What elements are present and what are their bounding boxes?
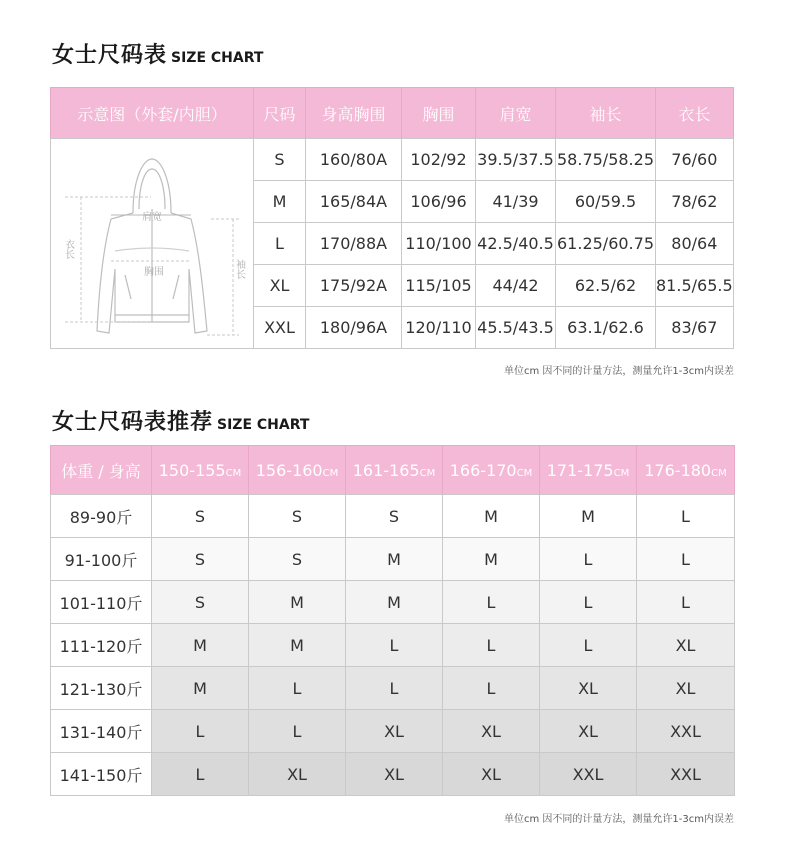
cell-sleeve: 58.75/58.25 — [556, 139, 656, 181]
cell-length: 78/62 — [656, 181, 734, 223]
cell-recommended-size: M — [346, 581, 443, 624]
cell-sleeve: 60/59.5 — [556, 181, 656, 223]
header-height-range: 161-165CM — [346, 446, 443, 495]
cell-weight: 141-150斤 — [51, 753, 152, 796]
cell-shoulder: 45.5/43.5 — [476, 307, 556, 349]
cell-size: M — [254, 181, 306, 223]
cell-recommended-size: L — [152, 710, 249, 753]
recommend-chart-title-en: SIZE CHART — [217, 417, 310, 433]
cell-recommended-size: M — [346, 538, 443, 581]
size-chart-title-cn: 女士尺码表 — [52, 43, 168, 68]
label-sleeve: 袖长 — [233, 259, 245, 279]
cell-recommended-size: XL — [249, 753, 346, 796]
cell-length: 76/60 — [656, 139, 734, 181]
cell-recommended-size: XL — [637, 624, 735, 667]
cell-recommended-size: XL — [540, 667, 637, 710]
cell-shoulder: 42.5/40.5 — [476, 223, 556, 265]
cell-recommended-size: XL — [637, 667, 735, 710]
cell-recommended-size: L — [637, 495, 735, 538]
cell-height-chest: 175/92A — [306, 265, 402, 307]
cell-recommended-size: S — [152, 538, 249, 581]
cell-recommended-size: M — [249, 624, 346, 667]
table-row — [51, 495, 735, 538]
recommend-chart-note: 单位cm 因不同的计量方法，测量允许1-3cm内误差 — [504, 814, 734, 825]
cell-shoulder: 39.5/37.5 — [476, 139, 556, 181]
cell-recommended-size: S — [152, 495, 249, 538]
cell-recommended-size: L — [443, 667, 540, 710]
header-height-range: 156-160CM — [249, 446, 346, 495]
header-sleeve: 袖长 — [556, 88, 656, 139]
label-length: 衣长 — [62, 239, 74, 259]
cell-recommended-size: S — [249, 538, 346, 581]
cell-recommended-size: L — [637, 538, 735, 581]
size-chart-title-en: SIZE CHART — [171, 50, 264, 66]
cell-recommended-size: M — [443, 538, 540, 581]
cell-shoulder: 44/42 — [476, 265, 556, 307]
table-row — [51, 139, 734, 181]
recommend-chart-title-cn: 女士尺码表推荐 — [52, 410, 214, 435]
label-shoulder: 肩宽 — [142, 212, 162, 223]
cell-height-chest: 180/96A — [306, 307, 402, 349]
cell-shoulder: 41/39 — [476, 181, 556, 223]
cell-weight: 101-110斤 — [51, 581, 152, 624]
table-row — [51, 710, 735, 753]
cell-recommended-size: L — [443, 624, 540, 667]
cell-recommended-size: XXL — [540, 753, 637, 796]
header-height-range: 150-155CM — [152, 446, 249, 495]
cell-recommended-size: L — [540, 538, 637, 581]
cell-recommended-size: L — [152, 753, 249, 796]
cell-recommended-size: M — [540, 495, 637, 538]
cell-chest: 120/110 — [402, 307, 476, 349]
header-diagram: 示意图（外套/内胆） — [51, 88, 254, 139]
size-chart-table — [50, 87, 734, 349]
cell-weight: 111-120斤 — [51, 624, 152, 667]
label-chest: 胸围 — [144, 267, 164, 278]
header-length: 衣长 — [656, 88, 734, 139]
cell-sleeve: 63.1/62.6 — [556, 307, 656, 349]
header-shoulder: 肩宽 — [476, 88, 556, 139]
cell-recommended-size: L — [249, 667, 346, 710]
cell-chest: 102/92 — [402, 139, 476, 181]
cell-recommended-size: L — [540, 624, 637, 667]
recommend-size-table — [50, 445, 735, 796]
size-chart-header-row — [51, 88, 734, 139]
cell-recommended-size: S — [249, 495, 346, 538]
header-size: 尺码 — [254, 88, 306, 139]
header-height-range: 171-175CM — [540, 446, 637, 495]
cell-recommended-size: M — [443, 495, 540, 538]
header-height-range: 166-170CM — [443, 446, 540, 495]
cell-recommended-size: L — [346, 667, 443, 710]
header-weight-height: 体重 / 身高 — [51, 446, 152, 495]
cell-recommended-size: XXL — [637, 710, 735, 753]
cell-chest: 110/100 — [402, 223, 476, 265]
header-height-chest: 身高胸围 — [306, 88, 402, 139]
table-row — [51, 753, 735, 796]
cell-size: L — [254, 223, 306, 265]
cell-weight: 91-100斤 — [51, 538, 152, 581]
cell-weight: 89-90斤 — [51, 495, 152, 538]
cell-recommended-size: L — [443, 581, 540, 624]
cell-recommended-size: XL — [346, 753, 443, 796]
cell-length: 80/64 — [656, 223, 734, 265]
table-row — [51, 667, 735, 710]
cell-recommended-size: L — [540, 581, 637, 624]
cell-recommended-size: XL — [443, 753, 540, 796]
cell-recommended-size: XL — [346, 710, 443, 753]
recommend-header-row — [51, 446, 735, 495]
cell-height-chest: 165/84A — [306, 181, 402, 223]
jacket-diagram — [51, 139, 254, 349]
jacket-illustration — [51, 139, 253, 348]
cell-size: S — [254, 139, 306, 181]
cell-recommended-size: L — [346, 624, 443, 667]
cell-recommended-size: XL — [443, 710, 540, 753]
size-chart-title — [52, 38, 263, 69]
cell-height-chest: 160/80A — [306, 139, 402, 181]
size-chart-note: 单位cm 因不同的计量方法，测量允许1-3cm内误差 — [504, 366, 734, 377]
cell-recommended-size: M — [152, 667, 249, 710]
cell-recommended-size: XL — [540, 710, 637, 753]
header-height-range: 176-180CM — [637, 446, 735, 495]
cell-length: 81.5/65.5 — [656, 265, 734, 307]
header-chest: 胸围 — [402, 88, 476, 139]
cell-size: XL — [254, 265, 306, 307]
cell-recommended-size: M — [249, 581, 346, 624]
cell-weight: 131-140斤 — [51, 710, 152, 753]
cell-recommended-size: S — [346, 495, 443, 538]
cell-length: 83/67 — [656, 307, 734, 349]
cell-recommended-size: L — [249, 710, 346, 753]
cell-sleeve: 61.25/60.75 — [556, 223, 656, 265]
cell-chest: 106/96 — [402, 181, 476, 223]
recommend-chart-title — [52, 405, 309, 436]
table-row — [51, 538, 735, 581]
cell-recommended-size: S — [152, 581, 249, 624]
cell-size: XXL — [254, 307, 306, 349]
table-row — [51, 581, 735, 624]
cell-chest: 115/105 — [402, 265, 476, 307]
cell-recommended-size: M — [152, 624, 249, 667]
cell-recommended-size: XXL — [637, 753, 735, 796]
cell-weight: 121-130斤 — [51, 667, 152, 710]
cell-sleeve: 62.5/62 — [556, 265, 656, 307]
cell-recommended-size: L — [637, 581, 735, 624]
cell-height-chest: 170/88A — [306, 223, 402, 265]
table-row — [51, 624, 735, 667]
